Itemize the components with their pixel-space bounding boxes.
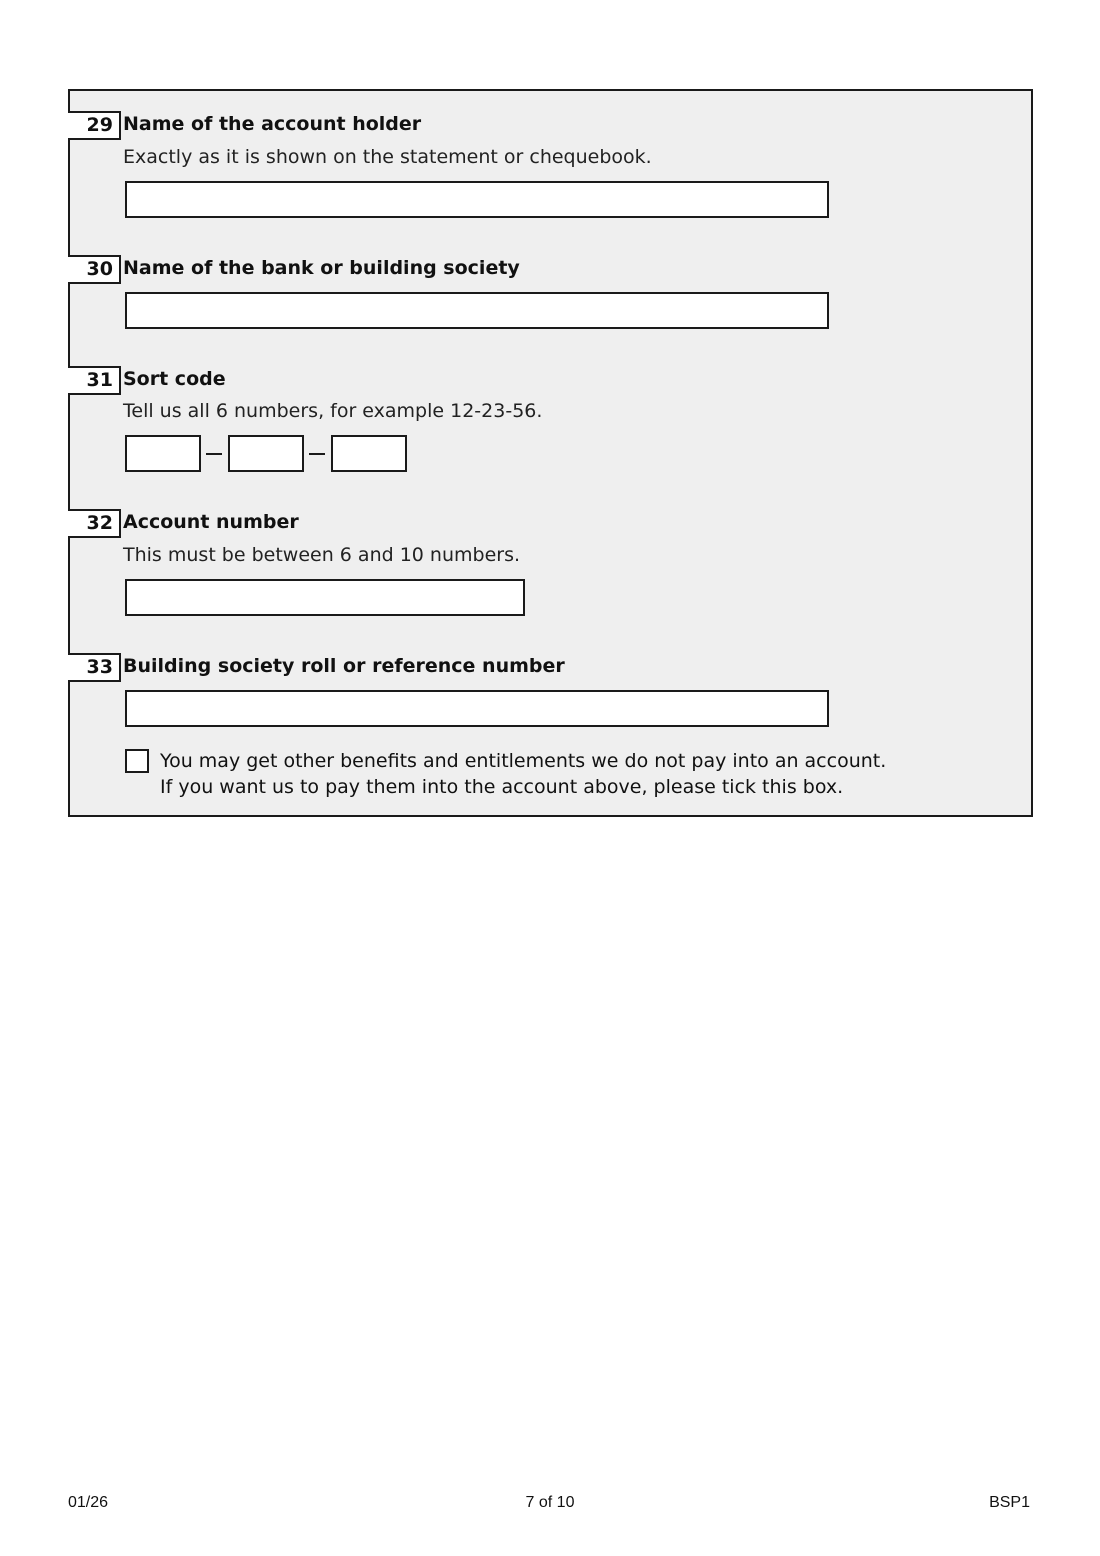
roll-reference-number-field[interactable] — [125, 690, 829, 727]
sort-code-field-3[interactable] — [331, 435, 407, 472]
checkbox-label-line: You may get other benefits and entitlements we do not pay into an account. — [160, 750, 887, 772]
question-title: Name of the account holder — [123, 113, 422, 135]
bank-name-field[interactable] — [125, 292, 829, 329]
question-title: Account number — [123, 511, 299, 533]
question-number: 31 — [68, 366, 121, 395]
question-hint: Tell us all 6 numbers, for example 12-23-56. — [123, 400, 543, 422]
question-hint: Exactly as it is shown on the statement or chequebook. — [123, 146, 652, 168]
checkbox-label-line: If you want us to pay them into the account above, please tick this box. — [160, 776, 844, 798]
account-number-field[interactable] — [125, 579, 525, 616]
question-title: Sort code — [123, 368, 226, 390]
question-title: Name of the bank or building society — [123, 257, 520, 279]
sort-code-field-1[interactable] — [125, 435, 201, 472]
sort-code-field-2[interactable] — [228, 435, 304, 472]
bank-details-panel — [68, 89, 1033, 817]
sort-code-dash — [309, 453, 325, 455]
footer-form-code: BSP1 — [989, 1494, 1030, 1511]
question-number: 33 — [68, 653, 121, 682]
footer-date: 01/26 — [68, 1494, 109, 1511]
question-number: 32 — [68, 509, 121, 538]
other-benefits-checkbox-label — [160, 748, 886, 800]
question-hint: This must be between 6 and 10 numbers. — [123, 544, 521, 566]
question-number: 30 — [68, 255, 121, 284]
footer-page-number: 7 of 10 — [525, 1494, 575, 1511]
question-number: 29 — [68, 111, 121, 140]
other-benefits-checkbox[interactable] — [125, 749, 149, 773]
question-title: Building society roll or reference number — [123, 655, 565, 677]
account-holder-name-field[interactable] — [125, 181, 829, 218]
sort-code-dash — [206, 453, 222, 455]
